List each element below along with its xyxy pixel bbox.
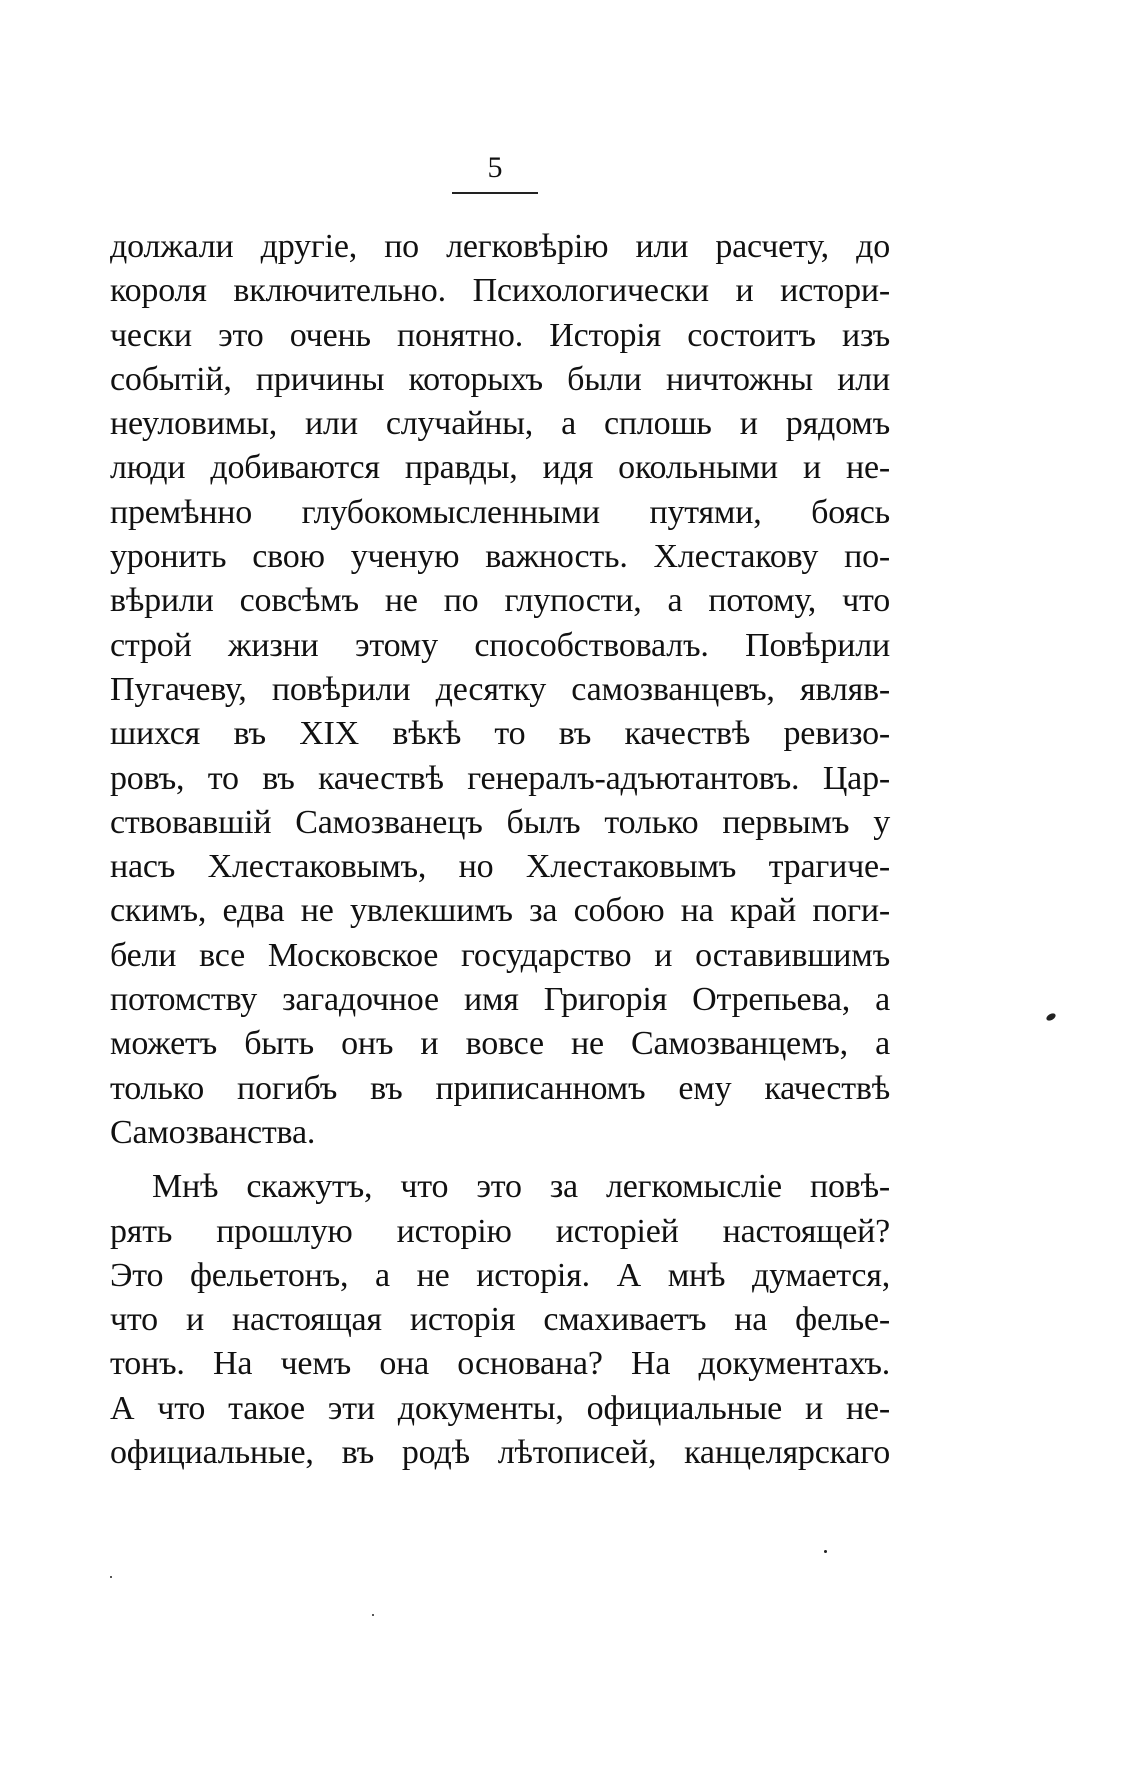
text-line: чески это очень понятно. Исторія состоитъ изъ xyxy=(110,316,890,354)
ink-speck xyxy=(824,1550,827,1553)
ink-speck xyxy=(372,1614,374,1616)
text-line: только погибъ въ приписанномъ ему качествѣ xyxy=(110,1069,890,1107)
text-line: вѣрили совсѣмъ не по глупости, а потому, что xyxy=(110,582,890,620)
ink-speck xyxy=(110,1576,112,1578)
paragraph-gap xyxy=(110,1155,890,1165)
text-line: можетъ быть онъ и вовсе не Самозванцемъ, а xyxy=(110,1025,890,1063)
text-line: премѣнно глубокомысленными путями, боясь xyxy=(110,493,890,531)
text-line: потомству загадочное имя Григорія Отрепьева, а xyxy=(110,981,890,1019)
text-line: Это фельетонъ, а не исторія. А мнѣ думается, xyxy=(110,1256,890,1294)
text-line: Самозванства. xyxy=(110,1113,316,1151)
text-line: должали другіе, по легковѣрію или расчету, до xyxy=(110,228,890,265)
page-number: 5 xyxy=(487,151,503,184)
text-line: короля включительно. Психологически и истори- xyxy=(110,272,890,310)
text-line: люди добиваются правды, идя окольными и не- xyxy=(110,449,890,487)
text-line: Мнѣ скажутъ, что это за легкомысліе повѣ- xyxy=(152,1168,890,1206)
paragraph-2 xyxy=(110,1165,890,1475)
ink-speck xyxy=(1045,1012,1057,1022)
text-line: бели все Московское государство и оставившимъ xyxy=(110,936,890,974)
text-line: строй жизни этому способствовалъ. Повѣрили xyxy=(110,626,890,664)
text-line: А что такое эти документы, официальные и не- xyxy=(110,1389,890,1427)
text-line: Пугачеву, повѣрили десятку самозванцевъ, являв- xyxy=(110,670,890,708)
paragraph-1 xyxy=(110,225,890,1155)
text-line: тонъ. На чемъ она основана? На документахъ. xyxy=(110,1345,890,1383)
text-line: рять прошлую исторію исторіей настоящей? xyxy=(110,1212,890,1250)
text-line: ствовавшій Самозванецъ былъ только первымъ у xyxy=(110,803,890,841)
page-number-rule xyxy=(452,192,538,194)
text-line: официальные, въ родѣ лѣтописей, канцелярскаго xyxy=(110,1434,890,1472)
body-text xyxy=(110,225,890,1475)
text-line: насъ Хлестаковымъ, но Хлестаковымъ трагиче- xyxy=(110,848,890,886)
text-line: что и настоящая исторія смахиваетъ на фелье- xyxy=(110,1301,890,1339)
text-line: уронить свою ученую важность. Хлестакову по- xyxy=(110,538,890,576)
text-line: ровъ, то въ качествѣ генералъ-адъютантовъ. Цар- xyxy=(110,759,890,797)
text-line: шихся въ XIX вѣкѣ то въ качествѣ ревизо- xyxy=(110,715,890,753)
text-line: событій, причины которыхъ были ничтожны или xyxy=(110,360,890,398)
text-line: неуловимы, или случайны, а сплошь и рядомъ xyxy=(110,405,890,443)
text-line: скимъ, едва не увлекшимъ за собою на край поги- xyxy=(110,892,890,930)
